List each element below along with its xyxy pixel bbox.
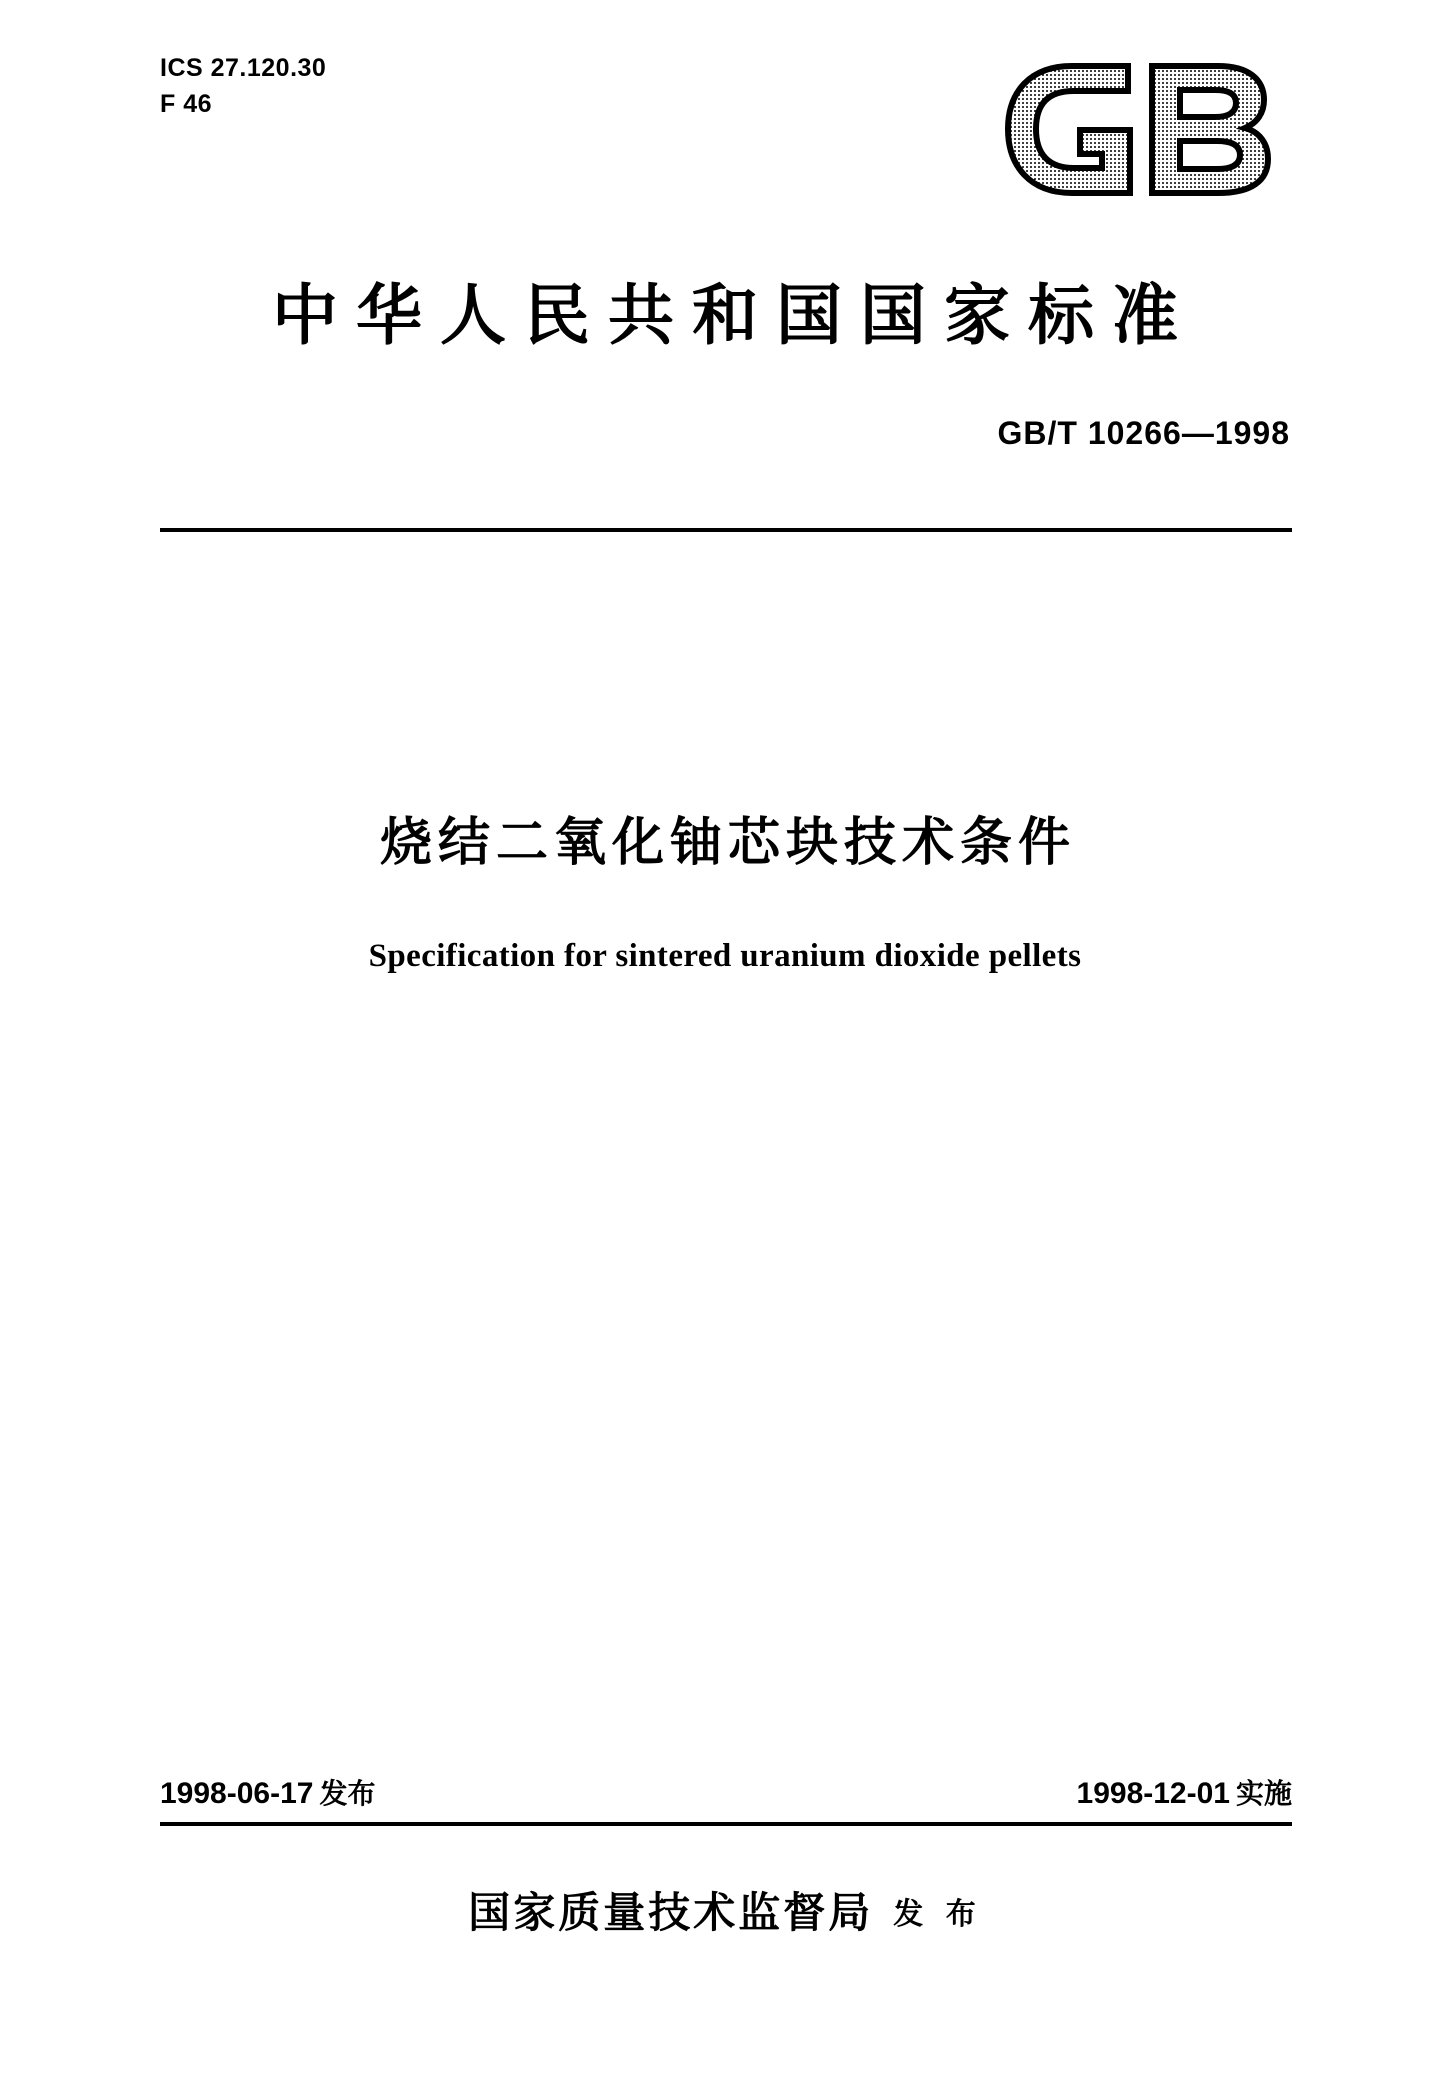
ics-code: ICS 27.120.30 bbox=[160, 54, 327, 82]
dates-row bbox=[160, 1768, 1292, 1820]
standard-number: GB/T 10266—1998 bbox=[997, 415, 1290, 451]
issue-date-group bbox=[160, 1772, 375, 1812]
publisher-organization: 国家质量技术监督局 bbox=[468, 1888, 874, 1937]
issue-date: 1998-06-17 bbox=[160, 1777, 314, 1810]
gb-logo bbox=[1002, 62, 1292, 197]
issue-label: 发布 bbox=[319, 1777, 376, 1810]
classification-code: F 46 bbox=[160, 89, 213, 118]
publisher-verb: 发 布 bbox=[893, 1897, 982, 1932]
document-title-chinese: 烧结二氧化铀芯块技术条件 bbox=[379, 813, 1076, 873]
effective-date-group bbox=[1077, 1772, 1292, 1812]
effective-date: 1998-12-01 bbox=[1076, 1777, 1230, 1810]
ics-block bbox=[160, 52, 326, 122]
national-standard-title: 中华人民共和国国家标准 bbox=[272, 277, 1196, 354]
footer-divider bbox=[160, 1822, 1292, 1826]
header-divider bbox=[160, 528, 1292, 532]
effective-label: 实施 bbox=[1235, 1777, 1292, 1810]
document-title-english: Specification for sintered uranium dioxide pellets bbox=[368, 938, 1082, 974]
publisher-block bbox=[0, 1880, 1450, 1940]
